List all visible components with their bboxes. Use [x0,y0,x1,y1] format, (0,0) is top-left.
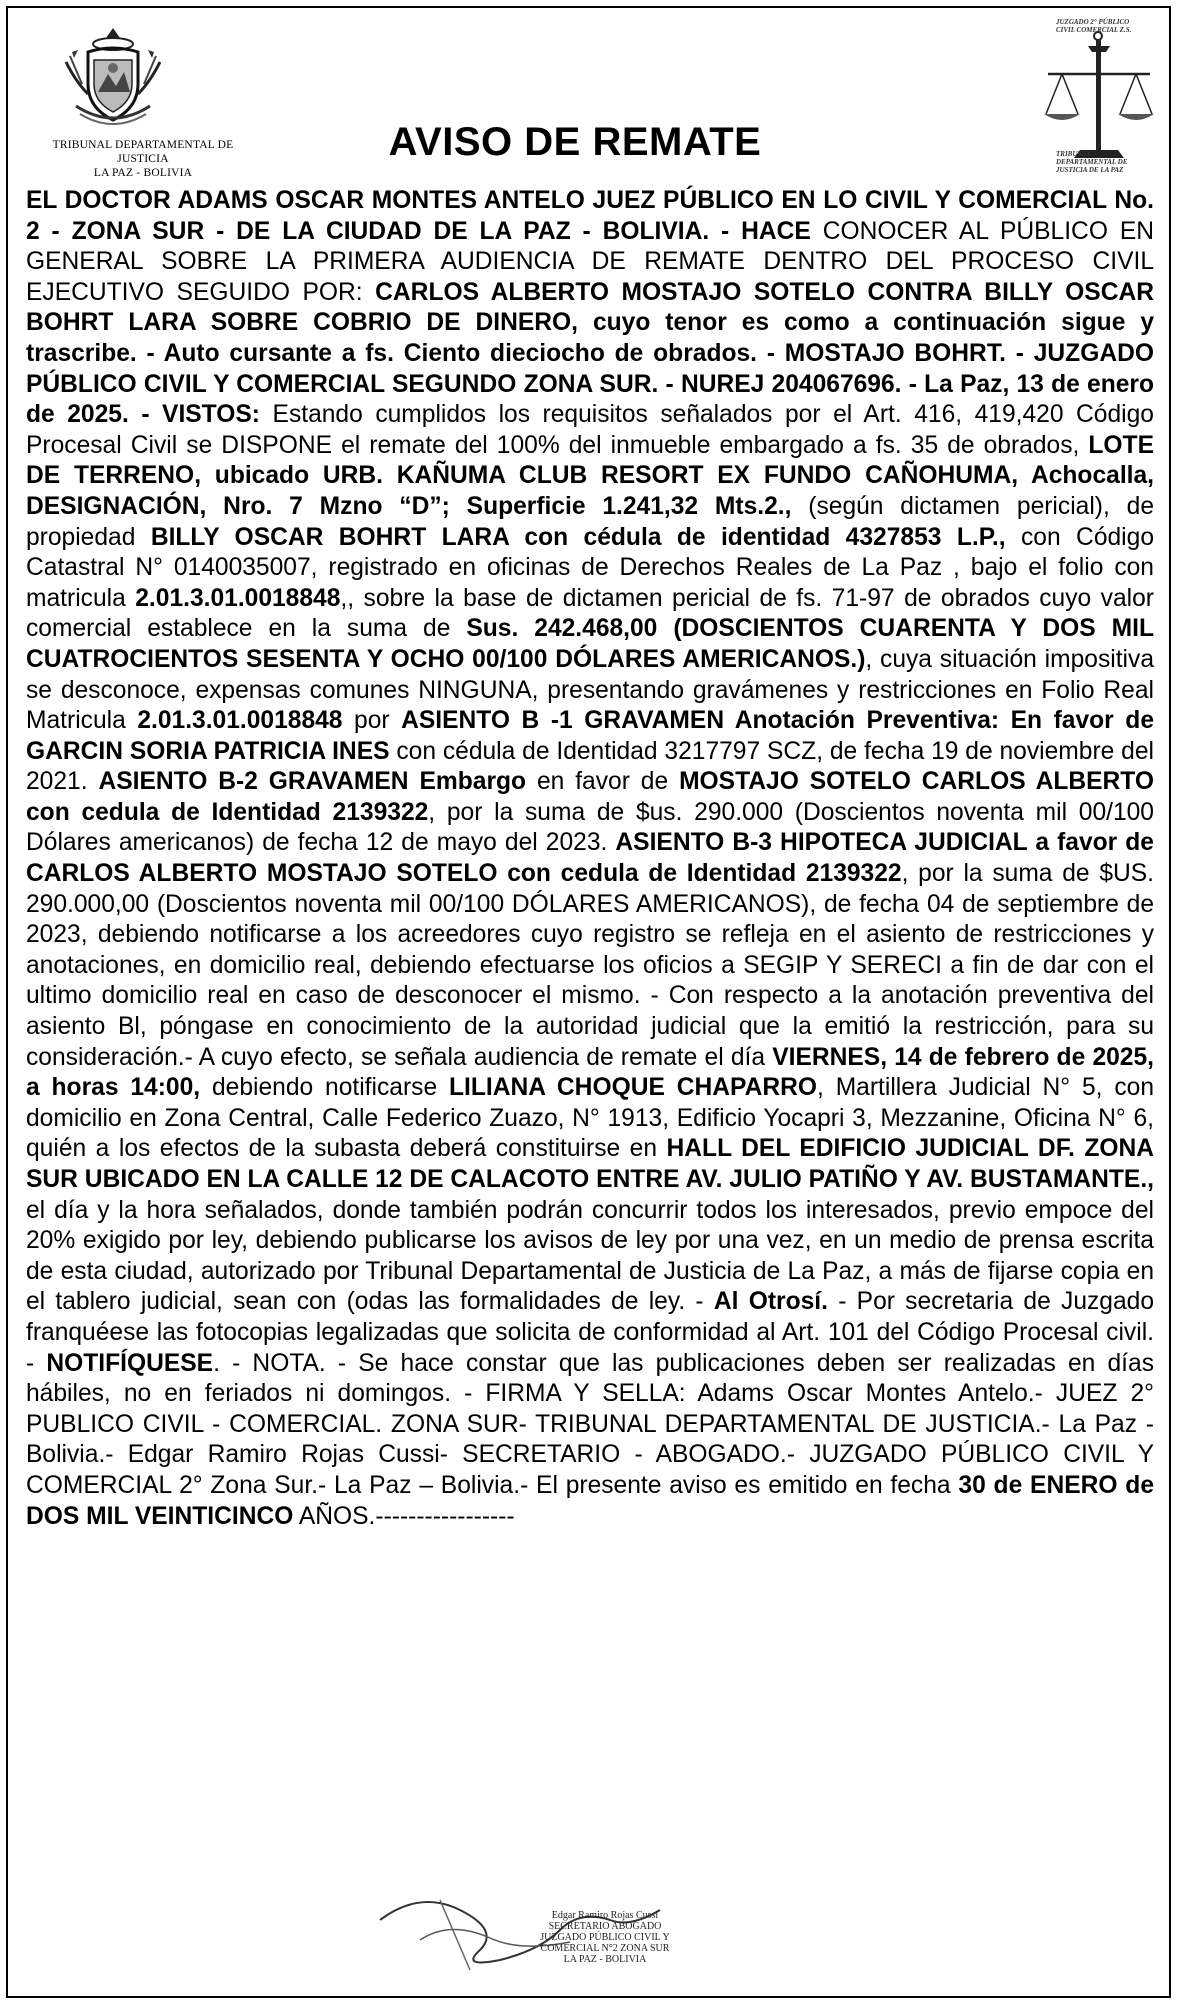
court-seal-bottom-line1: TRIBUNAL [1056,150,1092,158]
text-segment: con cédula de Identidad 3217797 SCZ, de fecha 19 de noviembre del 2021. [26,737,1154,796]
text-segment: ASIENTO B-3 HIPOTECA JUDICIAL a favor de CARLOS ALBERTO MOSTAJO SOTELO con cedula de Identidad 2139322 [26,829,1154,888]
stamp-line1: Edgar Ramiro Rojas Cussi [551,1910,659,1921]
text-segment: AÑOS.----------------- [293,1502,515,1530]
court-seal-top-line1: JUZGADO 2° PÚBLICO [1056,18,1130,26]
text-segment: EL DOCTOR ADAMS OSCAR MONTES ANTELO JUEZ PÚBLICO EN LO CIVIL Y COMERCIAL No. 2 - ZONA SUR - DE LA CIUDAD DE LA PAZ - BOLIVIA. - HACE [26,187,1154,245]
text-segment: NOTIFÍQUESE [46,1349,214,1377]
tribunal-caption [28,138,258,180]
header [0,0,1181,185]
court-seal-top-line2: CIVIL COMERCIAL Z.S. [1056,26,1132,34]
stamp-line2: SECRETARIO ABOGADO [548,1921,662,1932]
stamp-line3: JUZGADO PÚBLICO CIVIL Y COMERCIAL N°2 ZONA SUR [540,1932,670,1954]
text-segment: , cuya situación impositiva se desconoce, expensas comunes NINGUNA, presentando gravámenes y restricciones en Folio Real Matricula [26,645,1154,735]
text-segment: LILIANA CHOQUE CHAPARRO [448,1074,817,1102]
text-segment: , Martillera Judicial N° 5, con domicilio en Zona Central, Calle Federico Zuazo, N° 1913, Edificio Yocapri 3, Mezzanine, Oficina N° 6, quién a los efectos de la subasta deberá constituirse en [26,1074,1155,1163]
text-segment: Estando cumplidos los requisitos señalados por el Art. 416, 419,420 Código Procesal Civil se DISPONE el remate del 100% del inmueble embargado a fs. 35 de obrados, [26,401,1154,459]
text-segment: Al Otrosí. [713,1288,828,1316]
text-segment: (según dictamen pericial), de propiedad [26,492,1154,551]
text-segment: MOSTAJO SOTELO CARLOS ALBERTO con cedula de Identidad 2139322 [26,768,1155,826]
text-segment: LOTE DE TERRENO, ubicado URB. KAÑUMA CLUB RESORT EX FUNDO CAÑOHUMA, Achocalla, DESIGNACIÓN, Nro. 7 Mzno “D”; Superficie 1.241,32 Mts.2., [26,431,1154,520]
secretary-stamp [530,1910,680,1965]
text-segment: , por la suma de $us. 290.000 (Doscientos noventa mil 00/100 Dólares americanos) de fecha 12 de mayo del 2023. [26,798,1154,857]
text-segment: 30 de ENERO de DOS MIL VEINTICINCO [26,1471,1154,1530]
text-segment: por [342,707,402,735]
text-segment: HALL DEL EDIFICIO JUDICIAL DF. ZONA SUR UBICADO EN LA CALLE 12 DE CALACOTO ENTRE AV. JULIO PATIÑO Y AV. BUSTAMANTE., [26,1135,1154,1193]
coat-of-arms-icon [58,22,168,132]
notice-body [26,186,1154,1532]
text-segment: VIERNES, 14 de febrero de 2025, a horas 14:00, [26,1043,1154,1102]
text-segment: Sus. 242.468,00 (DOSCIENTOS CUARENTA Y DOS MIL CUATROCIENTOS SESENTA Y OCHO 00/100 DÓLARES AMERICANOS.) [26,615,1154,673]
text-segment: ASIENTO B-2 GRAVAMEN Embargo [98,768,527,796]
stamp-line4: LA PAZ - BOLIVIA [563,1954,647,1965]
text-segment: el día y la hora señalados, donde también podrán concurrir todos los interesados, previo empoce del 20% exigido por ley, debiendo publicarse los avisos de ley por una vez, en un medio de prensa escrita de esta ciudad, autorizado por Tribunal Departamental de Justicia de La Paz, a más de fijarse copia en el tablero judicial, sean con (odas las formalidades de ley. - [26,1196,1154,1316]
text-segment: con Código Catastral N° 0140035007, registrado en oficinas de Derechos Reales de La Paz , bajo el folio con matricula [26,523,1154,612]
text-segment: , por la suma de $US. 290.000,00 (Doscientos noventa mil 00/100 DÓLARES AMERICANOS), de fecha 04 de septiembre de 2023, debiendo notificarse a los acreedores cuyo registro se refleja en el asiento de restricciones y anotaciones, en domicilio real, debiendo efectuarse los oficios a SEGIP Y SERECI a fin de dar con el ultimo domicilio real en caso de desconocer el mismo. - Con respecto a la anotación preventiva del asiento Bl, póngase en conocimiento de la autoridad judicial que la emitió la restricción, para su consideración.- A cuyo efecto, se señala audiencia de remate el día [26,860,1155,1071]
page-title: AVISO DE REMATE [388,120,762,164]
text-segment: 2.01.3.01.0018848 [135,584,341,612]
court-seal-bottom-text [1056,150,1166,174]
court-seal-bottom-line2: DEPARTAMENTAL DE [1056,158,1128,166]
text-segment: ASIENTO B -1 GRAVAMEN Anotación Preventiva: En favor de GARCIN SORIA PATRICIA INES [26,707,1154,765]
tribunal-caption-line2: LA PAZ - BOLIVIA [93,167,193,179]
text-segment: . - NOTA. - Se hace constar que las publicaciones deben ser realizadas en días hábiles, no en feriados ni domingos. - FIRMA Y SELLA: Adams Oscar Montes Antelo.- JUEZ 2° PUBLICO CIVIL - COMERCIAL. ZONA SUR- TRIBUNAL DEPARTAMENTAL DE JUSTICIA.- La Paz - Bolivia.- Edgar Ramiro Rojas Cussi- SECRETARIO - ABOGADO.- JUZGADO PÚBLICO CIVIL Y COMERCIAL 2° Zona Sur.- La Paz – Bolivia.- El presente aviso es emitido en fecha [26,1349,1154,1499]
text-segment: debiendo notificarse [200,1074,449,1102]
text-segment: BILLY OSCAR BOHRT LARA con cédula de identidad 4327853 L.P., [150,523,1006,551]
text-segment: CONOCER AL PÚBLICO EN GENERAL SOBRE LA PRIMERA AUDIENCIA DE REMATE DENTRO DEL PROCESO CIVIL EJECUTIVO SEGUIDO POR: [26,217,1154,306]
text-segment: ,, sobre la base de dictamen pericial de fs. 71-97 de obrados cuyo valor comercial establece en la suma de [26,584,1154,643]
text-segment: CARLOS ALBERTO MOSTAJO SOTELO CONTRA BILLY OSCAR BOHRT LARA SOBRE COBRIO DE DINERO, cuyo tenor es como a continuación sigue y trascribe. - Auto cursante a fs. Ciento dieciocho de obrados. - MOSTAJO BOHRT. - JUZGADO PÚBLICO CIVIL Y COMERCIAL SEGUNDO ZONA SUR. - NUREJ 204067696. - La Paz, 13 de enero de 2025. - VISTOS: [26,278,1154,429]
text-segment: 2.01.3.01.0018848 [137,707,343,735]
tribunal-caption-line1: TRIBUNAL DEPARTAMENTAL DE JUSTICIA [52,139,234,165]
text-segment: en favor de [526,768,680,796]
text-segment: - Por secretaria de Juzgado franquéese las fotocopias legalizadas que solicita de conformidad al Art. 101 del Código Procesal civil. - [26,1288,1155,1377]
court-seal-bottom-line3: JUSTICIA DE LA PAZ [1056,166,1124,174]
